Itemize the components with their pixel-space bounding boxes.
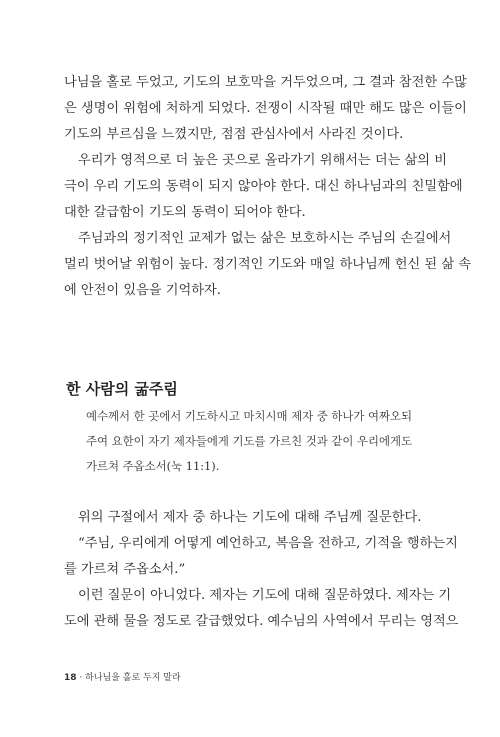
page-footer	[64, 670, 181, 683]
text-line: 위의 구절에서 제자 중 하나는 기도에 대해 주님께 질문한다.	[78, 510, 422, 525]
quote-line: 주여 요한이 자기 제자들에게 기도를 가르친 것과 같이 우리에게도	[86, 434, 413, 448]
quote-line: 예수께서 한 곳에서 기도하시고 마치시매 제자 중 하나가 여짜오되	[86, 409, 413, 423]
section-heading: 한 사람의 굶주림	[66, 380, 178, 398]
scripture-quote	[86, 404, 426, 479]
footer-separator: ·	[76, 673, 86, 683]
text-line: 에 안전이 있음을 기억하자.	[64, 283, 221, 298]
text-line: 멀리 벗어날 위험이 높다. 정기적인 기도와 매일 하나님께 헌신 된 삶 속	[64, 257, 471, 272]
text-line: 우리가 영적으로 더 높은 곳으로 올라가기 위해서는 더는 삶의 비	[78, 153, 447, 168]
body-text-bottom	[64, 505, 459, 635]
text-line: 은 생명이 위험에 처하게 되었다. 전쟁이 시작될 때만 해도 많은 이들이	[64, 101, 467, 116]
text-line: 기도의 부르심을 느꼈지만, 점점 관심사에서 사라진 것이다.	[64, 127, 404, 142]
text-line: 대한 갈급함이 기도의 동력이 되어야 한다.	[64, 205, 306, 220]
text-line: 주님과의 정기적인 교제가 없는 삶은 보호하시는 주님의 손길에서	[78, 231, 452, 246]
page-number: 18	[64, 673, 77, 683]
body-text-top	[64, 70, 471, 304]
text-line: 이런 질문이 아니었다. 제자는 기도에 대해 질문하였다. 제자는 기	[78, 588, 452, 603]
text-line: “주님, 우리에게 어떻게 예언하고, 복음을 전하고, 기적을 행하는지	[78, 536, 458, 551]
text-line: 를 가르쳐 주옵소서.”	[64, 562, 186, 577]
running-title: 하나님을 홀로 두지 말라	[85, 673, 181, 683]
text-line: 도에 관해 물을 정도로 갈급했었다. 예수님의 사역에서 무리는 영적으	[64, 614, 459, 629]
quote-line: 가르쳐 주옵소서(눅 11:1).	[86, 459, 220, 473]
text-line: 극이 우리 기도의 동력이 되지 않아야 한다. 대신 하나님과의 친밀함에	[64, 179, 463, 194]
text-line: 나님을 홀로 두었고, 기도의 보호막을 거두었으며, 그 결과 참전한 수많	[64, 75, 467, 90]
